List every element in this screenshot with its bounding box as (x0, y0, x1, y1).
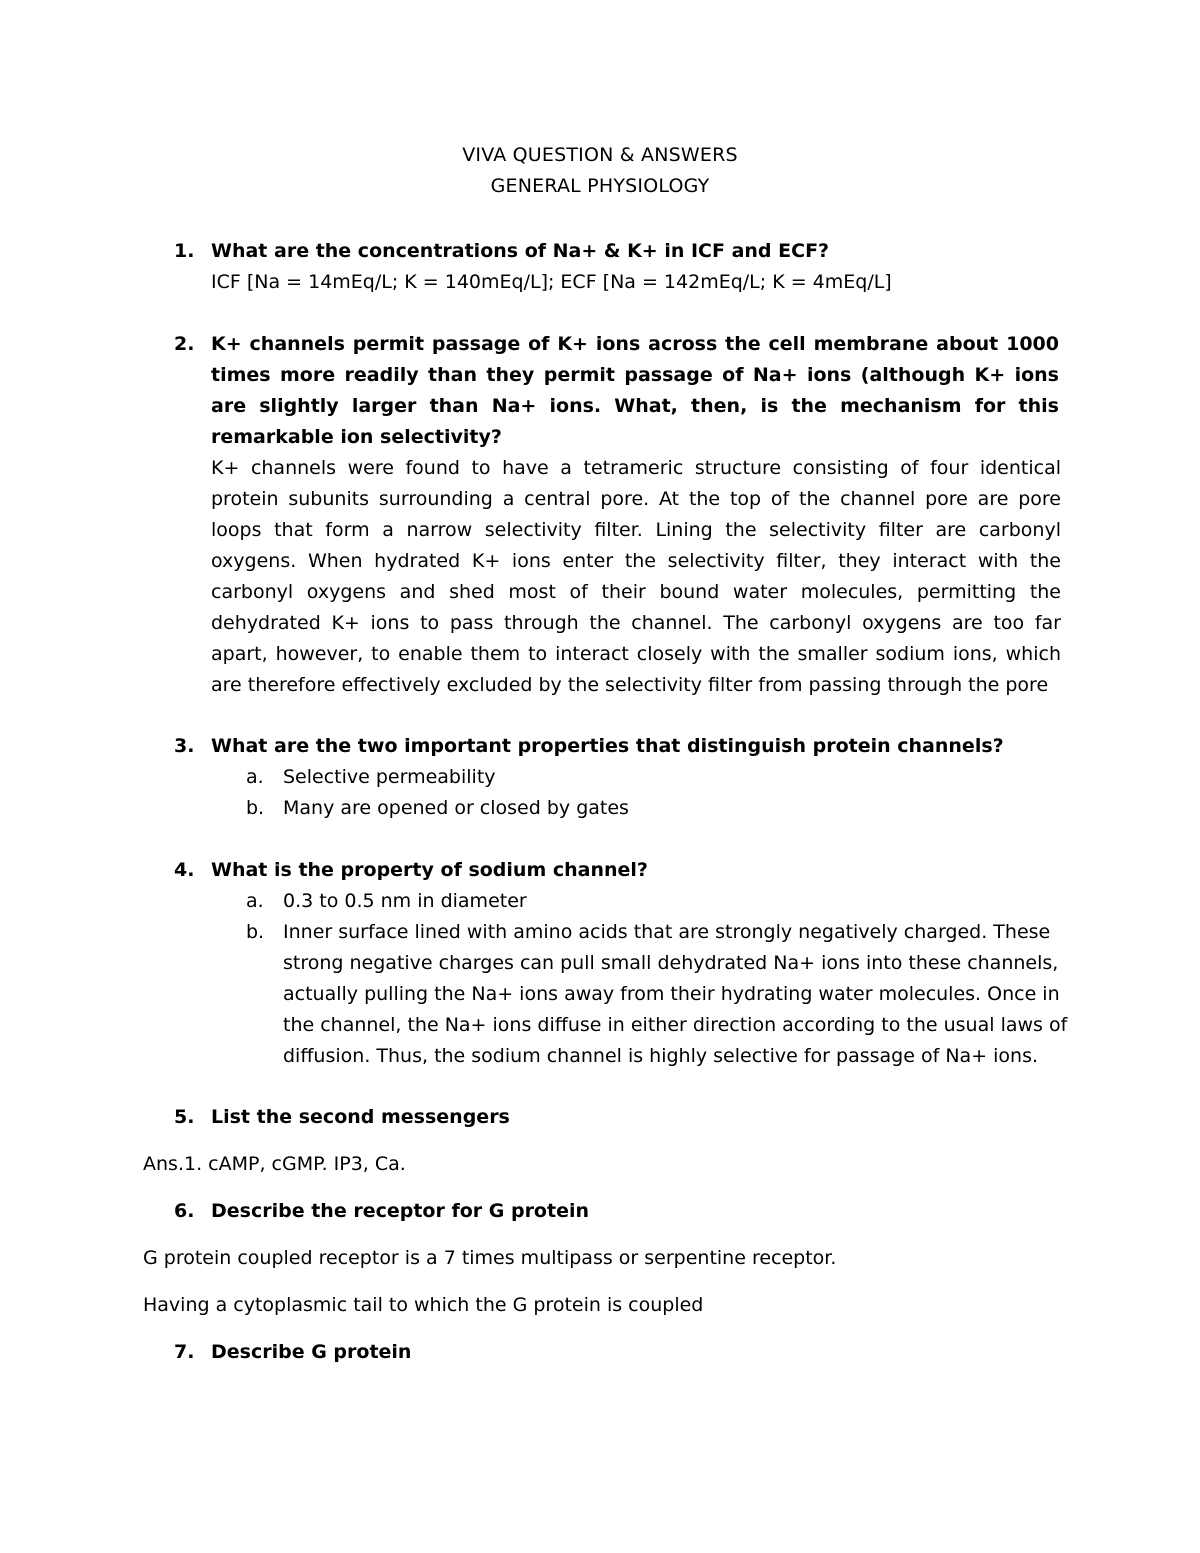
question-6-text: Describe the receptor for G protein (211, 1200, 589, 1222)
question-1-text: What are the concentrations of Na+ & K+ in ICF and ECF? (211, 240, 830, 262)
answer-4-item-a-letter: a. (246, 890, 264, 912)
question-5-number: 5. (174, 1106, 195, 1128)
question-3-text: What are the two important properties that distinguish protein channels? (211, 735, 1004, 757)
answer-3-item-a-text: Selective permeability (283, 766, 496, 788)
question-2-number: 2. (174, 333, 195, 355)
answer-6-line-1: G protein coupled receptor is a 7 times multipass or serpentine receptor. (143, 1247, 837, 1269)
answer-4-item-b-text: Inner surface lined with amino acids that are strongly negatively charged. These strong negative charges can pull small dehydrated Na+ ions into these channels, actually pulling the Na+ ions away from their hydrating water molecules. Once in the channel, the Na+ ions diffuse in either direction according to the usual laws of diffusion. Thus, the sodium channel is highly selective for passage of Na+ ions. (283, 921, 1068, 1067)
question-1-number: 1. (174, 240, 195, 262)
answer-4-item-a-text: 0.3 to 0.5 nm in diameter (283, 890, 527, 912)
question-6-number: 6. (174, 1200, 195, 1222)
question-3-number: 3. (174, 735, 195, 757)
question-7-text: Describe G protein (211, 1341, 412, 1363)
answer-3-item-b-letter: b. (246, 797, 265, 819)
answer-6-line-2: Having a cytoplasmic tail to which the G protein is coupled (143, 1294, 704, 1316)
question-4-text: What is the property of sodium channel? (211, 859, 648, 881)
answer-3-item-a-letter: a. (246, 766, 264, 788)
answer-5: Ans.1. cAMP, cGMP. IP3, Ca. (143, 1153, 406, 1175)
answer-2: K+ channels were found to have a tetrameric structure consisting of four identical protein subunits surrounding a central pore. At the top of the channel pore are pore loops that form a narrow selectivity filter. Lining the selectivity filter are carbonyl oxygens. When hydrated K+ ions enter the selectivity filter, they interact with the carbonyl oxygens and shed most of their bound water molecules, permitting the dehydrated K+ ions to pass through the channel. The carbonyl oxygens are too far apart, however, to enable them to interact closely with the smaller sodium ions, which are therefore effectively excluded by the selectivity filter from passing through the pore (211, 457, 1061, 696)
answer-1: ICF [Na = 14mEq/L; K = 140mEq/L]; ECF [Na = 142mEq/L; K = 4mEq/L] (211, 271, 892, 293)
document-title: VIVA QUESTION & ANSWERS (462, 144, 738, 166)
question-7-number: 7. (174, 1341, 195, 1363)
document-subtitle: GENERAL PHYSIOLOGY (490, 175, 710, 197)
question-5-text: List the second messengers (211, 1106, 510, 1128)
answer-3-item-b-text: Many are opened or closed by gates (283, 797, 629, 819)
question-2-text: K+ channels permit passage of K+ ions across the cell membrane about 1000 times more readily than they permit passage of Na+ ions (although K+ ions are slightly larger than Na+ ions. What, then, is the mechanism for this remarkable ion selectivity? (211, 333, 1059, 448)
answer-4-item-b-letter: b. (246, 921, 265, 943)
question-4-number: 4. (174, 859, 195, 881)
